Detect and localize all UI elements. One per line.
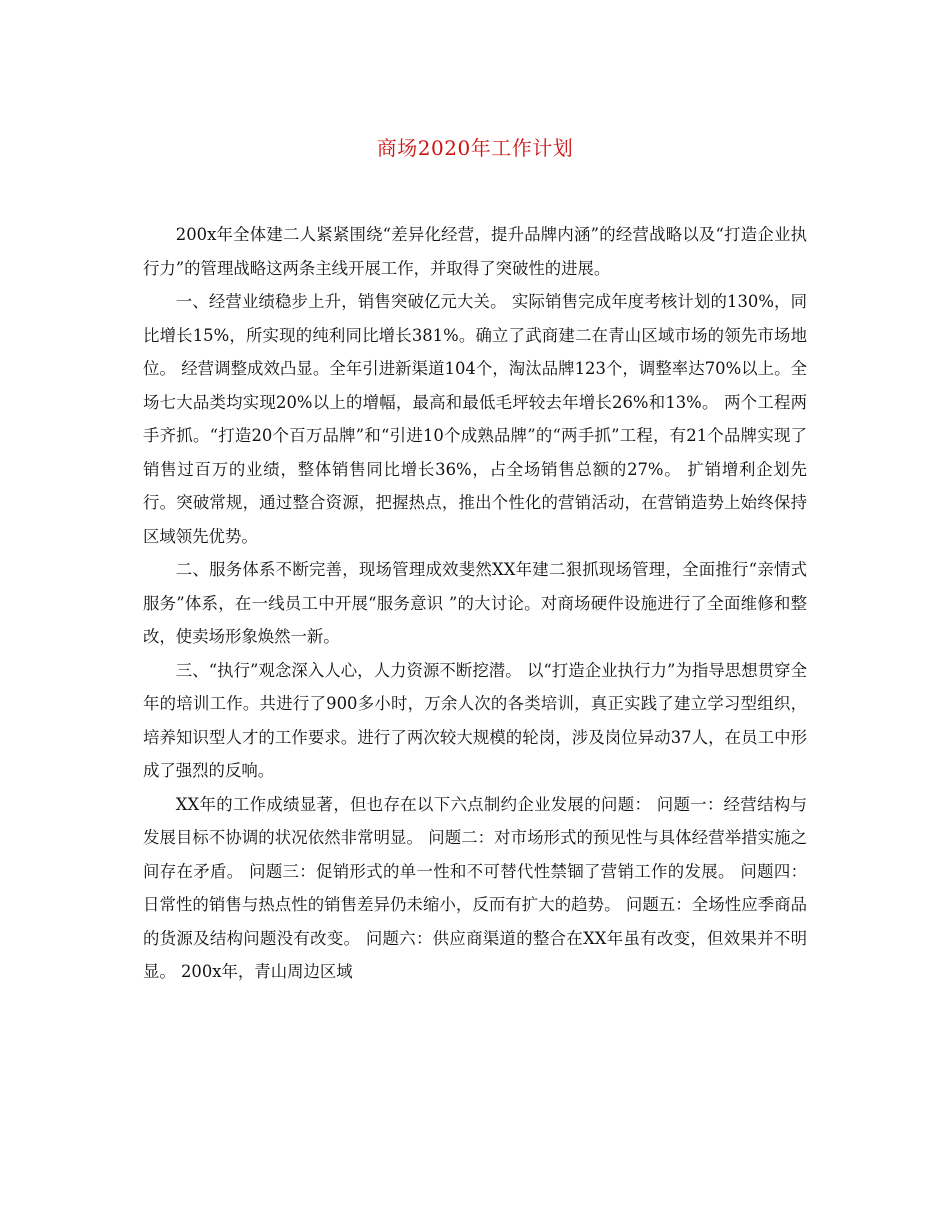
paragraph-human-resources: 三、“执行”观念深入人心，人力资源不断挖潜。 以“打造企业执行力”为指导思想贯穿全年的培训工作。共进行了900多小时，万余人次的各类培训，真正实践了建立学习型组织，培养知识型人才的工作要求。进行了两次较大规模的轮岗，涉及岗位异动37人，在员工中形成了强烈的反响。 xyxy=(143,660,807,780)
paragraph-intro: 200x年全体建二人紧紧围绕“差异化经营，提升品牌内涵”的经营战略以及“打造企业执行力”的管理战略这两条主线开展工作，并取得了突破性的进展。 xyxy=(143,225,807,278)
paragraph-service-system: 二、服务体系不断完善，现场管理成效斐然XX年建二狠抓现场管理，全面推行“亲情式服务”体系，在一线员工中开展“服务意识 ”的大讨论。对商场硬件设施进行了全面维修和整改，使卖场形象焕然一新。 xyxy=(143,560,807,646)
document-body xyxy=(143,218,807,989)
paragraph-problems: XX年的工作成绩显著，但也存在以下六点制约企业发展的问题： 问题一：经营结构与发展目标不协调的状况依然非常明显。 问题二：对市场形式的预见性与具体经营举措实施之间存在矛盾。 问题三：促销形式的单一性和不可替代性禁锢了营销工作的发展。 问题四：日常性的销售与热点性的销售差异仍未缩小，反而有扩大的趋势。 问题五：全场性应季商品的货源及结构问题没有改变。 问题六：供应商渠道的整合在XX年虽有改变，但效果并不明显。 200x年，青山周边区域 xyxy=(143,794,807,981)
document-title: 商场2020年工作计划 xyxy=(376,136,574,160)
paragraph-business-performance: 一、经营业绩稳步上升，销售突破亿元大关。 实际销售完成年度考核计划的130%，同比增长15%，所实现的纯利同比增长381%。确立了武商建二在青山区域市场的领先市场地位。 经营调整成效凸显。全年引进新渠道104个，淘汰品牌123个，调整率达70%以上。全场七大品类均实现20%以上的增幅，最高和最低毛坪较去年增长26%和13%。 两个工程两手齐抓。“打造20个百万品牌”和“引进10个成熟品牌”的“两手抓”工程，有21个品牌实现了销售过百万的业绩，整体销售同比增长36%，占全场销售总额的27%。 扩销增利企划先行。突破常规，通过整合资源，把握热点，推出个性化的营销活动，在营销造势上始终保持区域领先优势。 xyxy=(143,292,807,546)
